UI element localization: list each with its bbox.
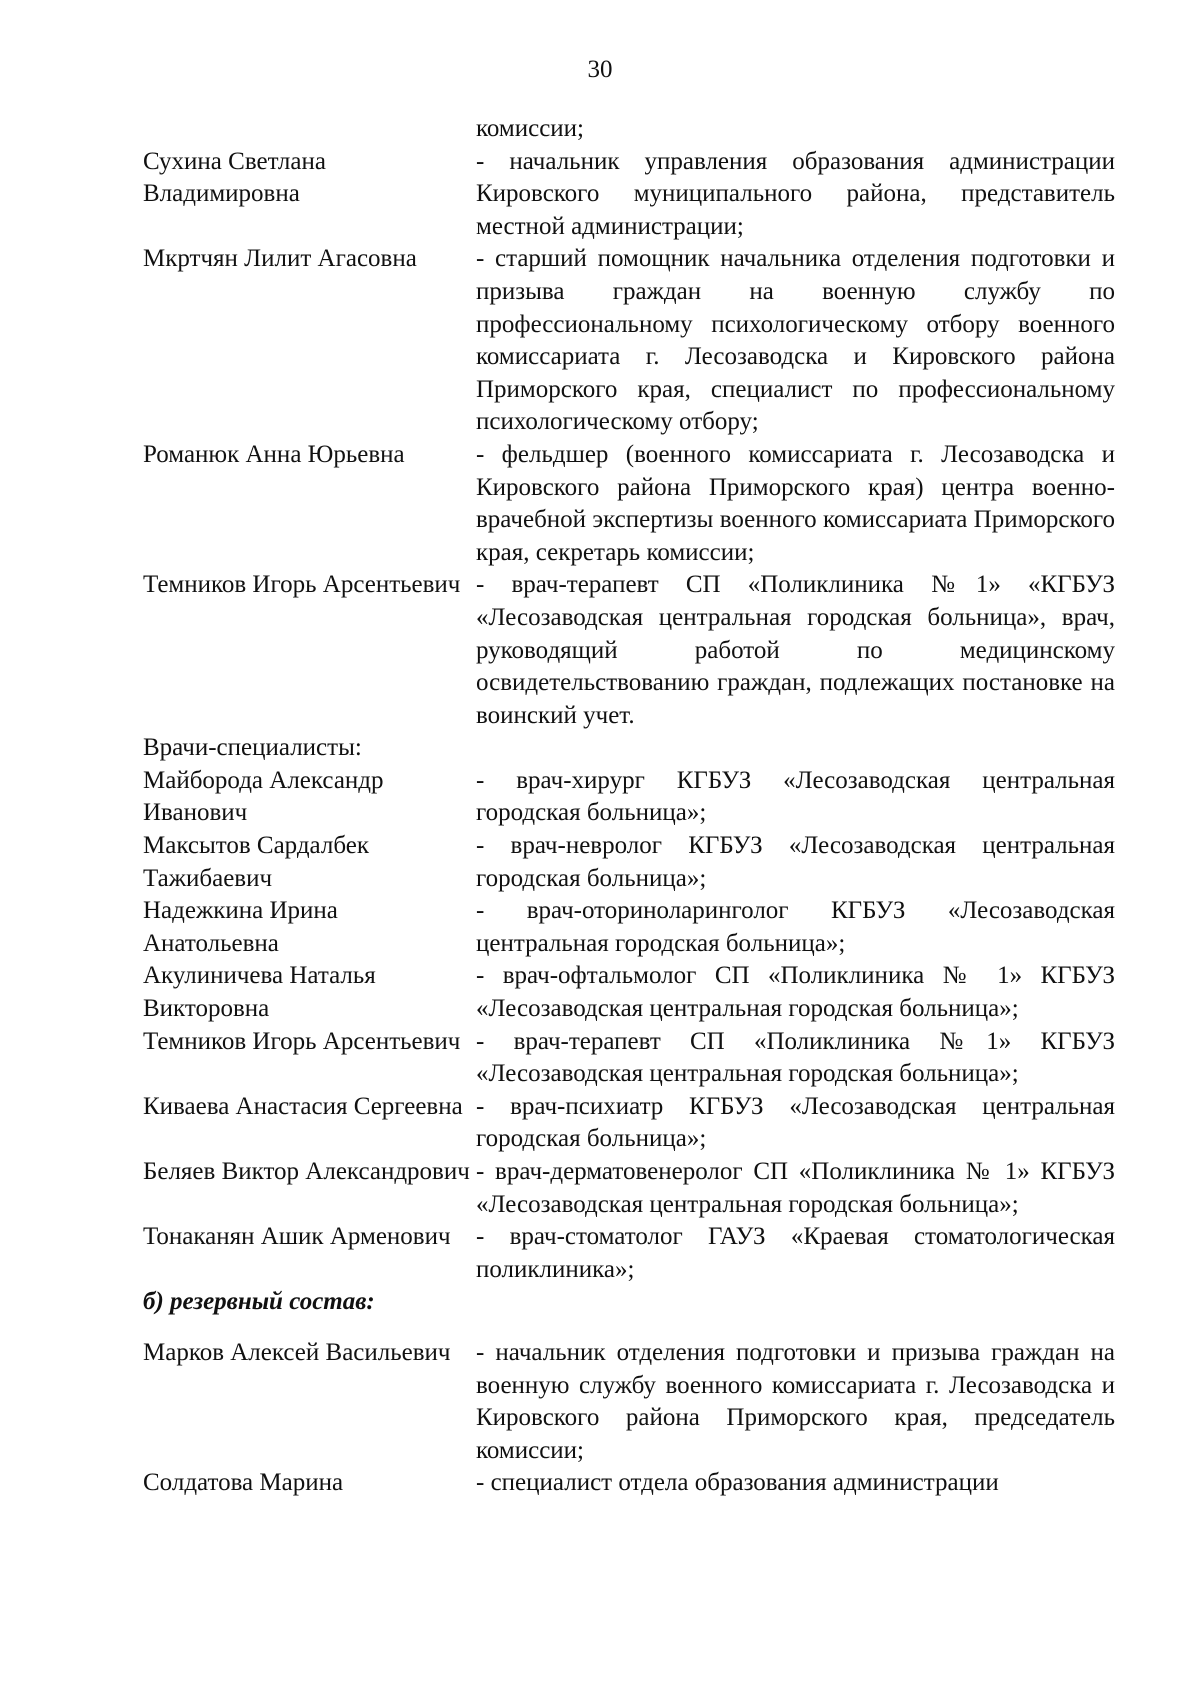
member-description: - старший помощник начальника отделения подготовки и призыва граждан на военную службу по профессиональному психологическому отбору военного комиссариата г. Лесозаводска и Кировского района Приморского края, специалист по профессиональному психологическому отбору; xyxy=(476,245,1115,436)
doctor-row xyxy=(143,1026,1115,1091)
doctor-row xyxy=(143,1156,1115,1221)
doctor-row xyxy=(143,1091,1115,1156)
doctor-description: - врач-офтальмолог СП «Поликлиника № 1» КГБУЗ «Лесозаводская центральная городская больница»; xyxy=(476,962,1115,1023)
reserve-member-name: Солдатова Марина xyxy=(143,1469,344,1497)
doctor-name: Надежкина Ирина Анатольевна xyxy=(143,897,338,957)
doctor-row xyxy=(143,1221,1115,1286)
doctor-row xyxy=(143,765,1115,830)
doctor-name: Темников Игорь Арсентьевич xyxy=(143,1027,461,1055)
member-name: Темников Игорь Арсентьевич xyxy=(143,571,461,599)
member-name: Мкртчян Лилит Агасовна xyxy=(143,245,417,273)
reserve-row xyxy=(143,1337,1115,1467)
member-row-temnikov xyxy=(143,569,1115,732)
reserve-member-description: - начальник отделения подготовки и призыва граждан на военную службу военного комиссариата г. Лесозаводска и Кировского района Приморского края, председатель комиссии; xyxy=(476,1338,1115,1464)
member-row-sukhina xyxy=(143,146,1115,244)
top-fragment-row xyxy=(143,113,1115,146)
doctor-description: - врач-психиатр КГБУЗ «Лесозаводская центральная городская больница»; xyxy=(476,1092,1115,1153)
doctor-description: - врач-хирург КГБУЗ «Лесозаводская центральная городская больница»; xyxy=(476,766,1115,827)
member-description: - врач-терапевт СП «Поликлиника №1» «КГБУЗ «Лесозаводская центральная городская больница», врач, руководящий работой по медицинскому освидетельствованию граждан, подлежащих постановке на воинский учет. xyxy=(476,571,1115,729)
doctor-description: - врач-терапевт СП «Поликлиника №1» КГБУЗ «Лесозаводская центральная городская больница»; xyxy=(476,1027,1115,1088)
doctor-name: Киваева Анастасия Сергеевна xyxy=(143,1092,463,1120)
doctor-name: Акулиничева Наталья Викторовна xyxy=(143,962,376,1023)
doctor-row xyxy=(143,960,1115,1025)
doctor-row xyxy=(143,895,1115,960)
member-description: - начальник управления образования администрации Кировского муниципального района, представитель местной администрации; xyxy=(476,147,1115,240)
doctor-description: - врач-дерматовенеролог СП «Поликлиника № 1» КГБУЗ «Лесозаводская центральная городская больница»; xyxy=(476,1158,1115,1218)
top-fragment: комиссии; xyxy=(476,115,584,142)
doctors-heading: Врачи-специалисты: xyxy=(143,734,362,762)
member-name: Романюк Анна Юрьевна xyxy=(143,440,405,468)
member-row-mkrtchyan xyxy=(143,243,1115,439)
doctor-name: Максытов Сардалбек Тажибаевич xyxy=(143,832,369,892)
commission-list xyxy=(143,113,1115,1500)
doctor-row xyxy=(143,830,1115,895)
member-description: - фельдшер (военного комиссариата г. Лесозаводска и Кировского района Приморского края) центра военно-врачебной экспертизы военного комиссариата Приморского края, секретарь комиссии; xyxy=(476,440,1115,566)
reserve-member-name: Марков Алексей Васильевич xyxy=(143,1338,451,1366)
doctors-heading-row xyxy=(143,732,1115,765)
reserve-heading: б) резервный состав: xyxy=(143,1288,375,1316)
page-number: 30 xyxy=(587,56,613,83)
doctor-description: - врач-оториноларинголог КГБУЗ «Лесозаводская центральная городская больница»; xyxy=(476,897,1115,957)
reserve-heading-row xyxy=(143,1286,1115,1319)
doctor-name: Майборода Александр Иванович xyxy=(143,766,384,827)
member-row-romanyuk xyxy=(143,439,1115,569)
doctor-name: Тонаканян Ашик Арменович xyxy=(143,1223,451,1251)
member-name: Сухина Светлана Владимировна xyxy=(143,147,326,208)
doctor-name: Беляев Виктор Александрович xyxy=(143,1158,470,1185)
reserve-member-description: - специалист отдела образования администрации xyxy=(476,1469,999,1497)
reserve-row xyxy=(143,1467,1115,1500)
doctor-description: - врач-невролог КГБУЗ «Лесозаводская центральная городская больница»; xyxy=(476,832,1115,892)
doctor-description: - врач-стоматолог ГАУЗ «Краевая стоматологическая поликлиника»; xyxy=(476,1223,1115,1283)
